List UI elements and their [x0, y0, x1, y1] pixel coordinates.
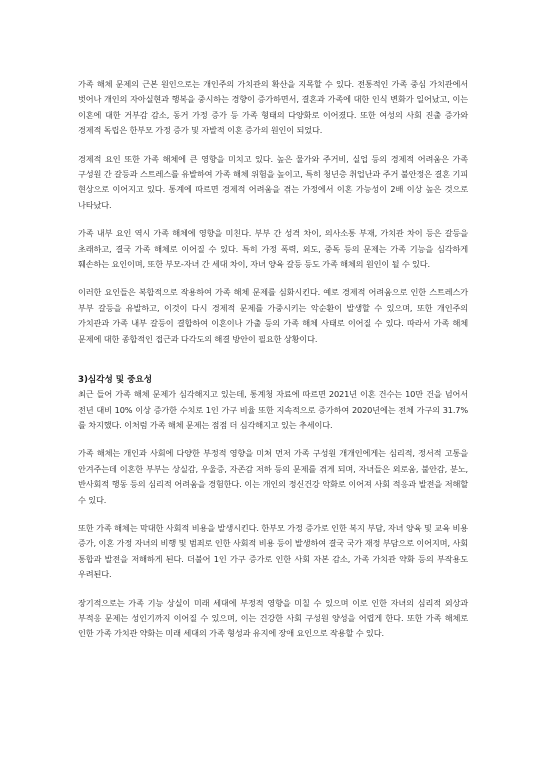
paragraph-social-cost: 또한 가족 해체는 막대한 사회적 비용을 발생시킨다. 한부모 가정 증가로 인한 복지 부담, 자녀 양육 및 교육 비용 증가, 이혼 가정 자녀의 비행 및 범죄로 인한 사회적 비용 등이 발생하여 결국 국가 재정 부담으로 이어지며, 사회 통합과 발전을 저해하게 된다. 더불어 1인 가구 증가로 인한 사회 자본 감소, 가족 가치관 약화 등의 부작용도 우려된다. [78, 522, 468, 580]
body-text-part1 [78, 77, 468, 347]
document-page [78, 77, 468, 655]
paragraph-statistics: 최근 들어 가족 해체 문제가 심각해지고 있는데, 통계청 자료에 따르면 2021년 이혼 건수는 10만 건을 넘어서 전년 대비 10% 이상 증가한 수치로 1인 가구 비율 또한 지속적으로 증가하여 2020년에는 전체 가구의 31.7%를 차지했다. 이처럼 가족 해체 문제는 점점 더 심각해지고 있는 추세이다. [78, 389, 468, 430]
paragraph-causes-combined: 이러한 요인들은 복합적으로 작용하여 가족 해체 문제를 심화시킨다. 예로 경제적 어려움으로 인한 스트레스가 부부 갈등을 유발하고, 이것이 다시 경제적 문제를 가중시키는 악순환이 발생할 수 있으며, 또한 개인주의 가치관과 가족 내부 갈등이 결합하여 이혼이나 가출 등의 가족 해체 사태로 이어질 수 있다. 따라서 가족 해체 문제에 대한 종합적인 접근과 다각도의 해결 방안이 필요한 상황이다. [78, 287, 468, 344]
paragraph-causes-economic: 경제적 요인 또한 가족 해체에 큰 영향을 미치고 있다. 높은 물가와 주거비, 실업 등의 경제적 어려움은 가족 구성원 간 갈등과 스트레스를 유발하여 가족 해체 위험을 높이고, 특히 청년층 취업난과 주거 불안정은 결혼 기피 현상으로 이어지고 있다. 통계에 따르면 경제적 어려움을 겪는 가정에서 이혼 가능성이 2배 이상 높은 것으로 나타났다. [78, 153, 468, 210]
paragraph-causes-individualism: 가족 해체 문제의 근본 원인으로는 개인주의 가치관의 확산을 지목할 수 있다. 전통적인 가족 중심 가치관에서 벗어나 개인의 자아실현과 행복을 중시하는 경향이 증가하면서, 결혼과 가족에 대한 인식 변화가 일어났고, 이는 이혼에 대한 거부감 감소, 동거 가정 증가 등 가족 형태의 다양화로 이어졌다. 또한 여성의 사회 진출 증가와 경제적 독립은 한부모 가정 증가 및 자발적 이혼 증가의 원인이 되었다. [78, 79, 468, 136]
paragraph-causes-internal: 가족 내부 요인 역시 가족 해체에 영향을 미친다. 부부 간 성격 차이, 의사소통 부재, 가치관 차이 등은 갈등을 초래하고, 결국 가족 해체로 이어질 수 있다. 특히 가정 폭력, 외도, 중독 등의 문제는 가족 기능을 심각하게 훼손하는 요인이며, 또한 부모-자녀 간 세대 차이, 자녀 양육 갈등 등도 가족 해체의 원인이 될 수 있다. [78, 228, 468, 270]
section-severity [78, 373, 468, 642]
section-heading: 3)심각성 및 중요성 [78, 375, 153, 386]
paragraph-individual-impact: 가족 해체는 개인과 사회에 다양한 부정적 영향을 미쳐 먼저 가족 구성원 개개인에게는 심리적, 정서적 고통을 안겨주는데 이혼한 부부는 상실감, 우울증, 자존감 저하 등의 문제를 겪게 되며, 자녀들은 외로움, 불안감, 분노, 반사회적 행동 등의 심리적 어려움을 경험한다. 이는 개인의 정신건강 악화로 이어져 사회 적응과 발전을 저해할 수 있다. [78, 448, 468, 505]
paragraph-long-term: 장기적으로는 가족 기능 상실이 미래 세대에 부정적 영향을 미칠 수 있으며 이로 인한 자녀의 심리적 외상과 부적응 문제는 성인기까지 이어질 수 있으며, 이는 건강한 사회 구성원 양성을 어렵게 한다. 또한 가족 해체로 인한 가족 가치관 약화는 미래 세대의 가족 형성과 유지에 장애 요인으로 작용할 수 있다. [78, 597, 468, 639]
